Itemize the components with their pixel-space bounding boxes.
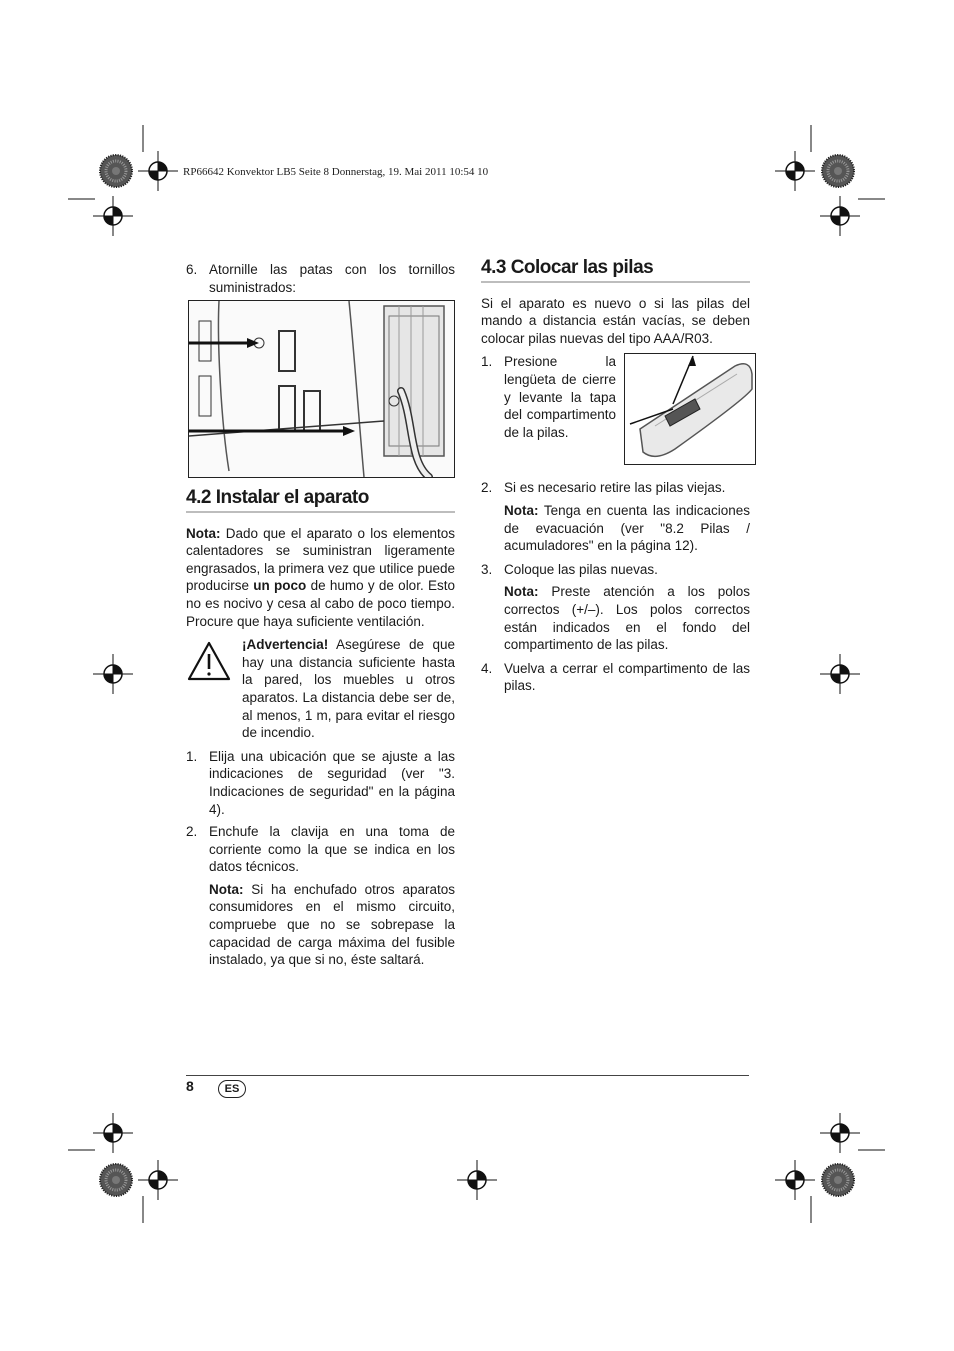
step-number: 3. [481, 561, 493, 577]
color-wheel-icon [822, 155, 854, 187]
registration-mark-icon [775, 1160, 815, 1200]
print-slug: RP66642 Konvektor LB5 Seite 8 Donnerstag, 19. Mai 2011 10:54 10 [183, 166, 489, 178]
step-number: 2. [481, 480, 493, 496]
step-text: Elija una ubicación que se ajuste a las indicaciones de seguridad (ver "3. Indicaciones de seguridad" en la página 4). [209, 748, 455, 817]
language-badge: ES [218, 1080, 246, 1098]
warning-triangle-icon [186, 640, 232, 682]
registration-mark-icon [138, 151, 178, 191]
registration-mark-icon [138, 1160, 178, 1200]
figure-battery-cover [624, 353, 756, 465]
note-2 [186, 881, 455, 969]
note-label: Nota: [504, 584, 539, 600]
heading-rule [186, 511, 455, 513]
step-number: 6. [186, 262, 198, 277]
registration-mark-icon [457, 1160, 497, 1200]
note-text: Si ha enchufado otros aparatos consumidores en el mismo circuito, compruebe que no se sobrepase la capacidad de carga máxima del fusible instalado, ya que si no, éste saltará. [209, 881, 455, 968]
page-number: 8 [186, 1078, 194, 1094]
warning-label: ¡Advertencia! [242, 637, 329, 653]
step-text: Si es necesario retire las pilas viejas. [504, 480, 726, 496]
step-2 [186, 823, 455, 876]
note-text: Tenga en cuenta las indicaciones de evacuación (ver "8.2 Pilas / acumuladores" en la página 12). [504, 502, 750, 554]
step-6 [186, 261, 455, 296]
note-text: Preste atención a los polos correctos (+/–). Los polos correctos están indicados en el fondo del compartimento de las pilas. [504, 584, 750, 653]
section-4-2 [186, 489, 455, 975]
step-3 [481, 561, 750, 579]
note-2 [481, 502, 750, 555]
registration-mark-icon [775, 151, 815, 191]
warning-text: Asegúrese de que hay una distancia suficiente hasta la pared, los muebles u otros aparatos. La distancia debe ser de, al menos, 1 m, para evitar el riesgo de incendio. [242, 637, 455, 741]
section-heading: 4.2 Instalar el aparato [186, 487, 369, 508]
warning-block [186, 636, 455, 742]
left-column [186, 261, 455, 301]
intro-paragraph: Si el aparato es nuevo o si las pilas del mando a distancia están vacías, se deben colocar pilas nuevas del tipo AAA/R03. [481, 295, 750, 346]
step-4 [481, 660, 750, 695]
color-wheel-icon [822, 1164, 854, 1196]
step-1 [481, 353, 616, 460]
step-text: Enchufe la clavija en una toma de corriente como la que se indica en los datos técnicos. [209, 824, 455, 875]
step-number: 1. [186, 748, 198, 764]
note-label: Nota: [186, 525, 221, 541]
registration-mark-icon [93, 654, 133, 694]
registration-mark-icon [93, 196, 133, 236]
step-text: Coloque las pilas nuevas. [504, 561, 658, 577]
registration-mark-icon [820, 654, 860, 694]
note-label: Nota: [209, 881, 244, 897]
step-text: Presione la lengüeta de cierre y levante la tapa del compartimento de la pilas. [504, 354, 616, 440]
color-wheel-icon [100, 1164, 132, 1196]
note-bold: un poco [253, 578, 307, 594]
step-number: 2. [186, 824, 198, 840]
note-text-a: Dado que el aparato o los elementos calentadores se suministran ligeramente engrasados, la primera vez que utilice puede producirse [186, 525, 455, 594]
figure-screw-feet-drawing [189, 301, 454, 477]
step-1 [186, 748, 455, 818]
heading-rule [481, 281, 750, 283]
footer-rule [186, 1075, 749, 1076]
note-text-b: de humo y de olor. Esto no es nocivo y cesa al cabo de poco tiempo. Procure que haya suficiente ventilación. [186, 578, 455, 629]
note-3 [481, 583, 750, 653]
step-number: 4. [481, 660, 493, 676]
step-1-row [481, 353, 750, 465]
figure-battery-cover-drawing [625, 354, 755, 464]
warning-text-block [242, 636, 455, 742]
registration-mark-icon [820, 196, 860, 236]
note-label: Nota: [504, 502, 539, 518]
registration-mark-icon [93, 1113, 133, 1153]
registration-mark-icon [820, 1113, 860, 1153]
step-2 [481, 479, 750, 497]
step-text: Vuelva a cerrar el compartimento de las pilas. [504, 660, 750, 694]
figure-screw-feet [188, 300, 455, 478]
step-number: 1. [481, 354, 493, 370]
section-4-3 [481, 259, 750, 700]
step-text: Atornille las patas con los tornillos suministrados: [209, 262, 455, 295]
section-heading: 4.3 Colocar las pilas [481, 257, 654, 278]
color-wheel-icon [100, 155, 132, 187]
note-paragraph [186, 525, 455, 631]
